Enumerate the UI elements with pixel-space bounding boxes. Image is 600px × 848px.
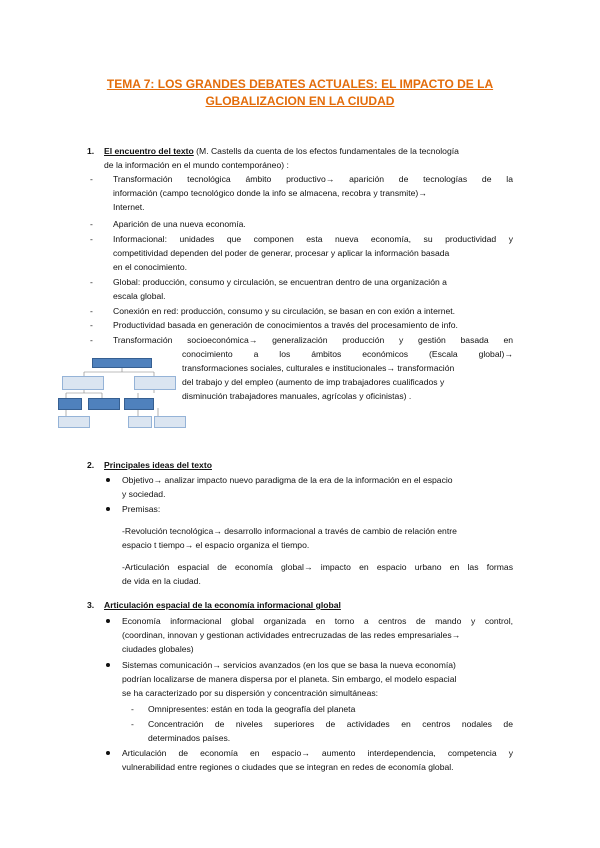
s1-bullet-7-line-5: disminución trabajadores manuales, agrícolas y oficinistas) . <box>182 391 412 401</box>
section-1-number: 1. <box>87 146 95 156</box>
s2-premise-2-line-2: de vida en la ciudad. <box>122 576 201 586</box>
s1-bullet-6: Productividad basada en generación de conocimientos a través del procesamiento de info. <box>113 320 458 330</box>
s1-bullet-1-line-2: información (campo tecnológico donde la info se almacena, recobra y transmite)→ <box>113 188 427 198</box>
section-2-number: 2. <box>87 460 95 470</box>
s1-bullet-7-line-1: Transformación socioeconómica→ generalización producción y gestión basada en <box>113 335 513 345</box>
s1-bullet-5: Conexión en red: producción, consumo y su circulación, se basan en con exión a internet. <box>113 306 456 316</box>
diagram-node <box>58 416 90 428</box>
s2-premise-1-line-2: espacio t tiempo→ el espacio organiza el tiempo. <box>122 540 310 550</box>
s3-sub-2-line-1: Concentración de niveles superiores de actividades en centros nodales de <box>148 719 513 729</box>
s1-bullet-1-line-3: Internet. <box>113 202 145 212</box>
section-1-intro <box>104 144 459 158</box>
section-3-number: 3. <box>87 600 95 610</box>
s1-bullet-3-line-3: en el conocimiento. <box>113 262 188 272</box>
dash-bullet: - <box>90 174 93 184</box>
concept-diagram <box>58 356 186 436</box>
s3-b-line-2: podrían localizarse de manera dispersa por el planeta. Sin embargo, el modelo espacial <box>122 674 457 684</box>
s2-objetivo-line-2: y sociedad. <box>122 489 166 499</box>
bullet-dot <box>106 751 110 755</box>
bullet-dot <box>106 478 110 482</box>
diagram-root-node <box>92 358 152 368</box>
section-1-intro-line2: de la información en el mundo contemporáneo) : <box>104 160 289 170</box>
dash-bullet: - <box>90 234 93 244</box>
s2-premise-2-line-1: -Articulación espacial de economía global→ impacto en espacio urbano en las formas <box>122 562 513 572</box>
diagram-node <box>62 376 104 390</box>
s3-a-line-3: ciudades globales) <box>122 644 194 654</box>
dash-bullet: - <box>131 719 134 729</box>
bullet-dot <box>106 507 110 511</box>
s1-bullet-7-line-3: transformaciones sociales, culturales e institucionales→ transformación <box>182 363 455 373</box>
s2-objetivo-line-1: Objetivo→ analizar impacto nuevo paradigma de la era de la información en el espacio <box>122 475 453 485</box>
s1-bullet-3-line-2: competitividad dependen del poder de generar, procesar y aplicar la información basada <box>113 248 450 258</box>
dash-bullet: - <box>90 277 93 287</box>
s3-c-line-2: vulnerabilidad entre regiones o ciudades que se integran en redes de economía global. <box>122 762 454 772</box>
diagram-node <box>134 376 176 390</box>
section-1-intro-text: (M. Castells da cuenta de los efectos fundamentales de la tecnología <box>193 146 459 156</box>
title-line-1: TEMA 7: LOS GRANDES DEBATES ACTUALES: EL IMPACTO DE LA <box>106 77 494 91</box>
s1-bullet-1-line-1: Transformación tecnológica ámbito productivo→ aparición de tecnologías de la <box>113 174 513 184</box>
section-3-heading: Articulación espacial de la economía informacional global <box>104 600 341 610</box>
s3-b-line-3: se ha caracterizado por su dispersión y concentración simultáneas: <box>122 688 379 698</box>
bullet-dot <box>106 619 110 623</box>
s1-bullet-4-line-1: Global: producción, consumo y circulación, se encuentran dentro de una organización a <box>113 277 447 287</box>
section-2-heading: Principales ideas del texto <box>104 460 212 470</box>
s1-bullet-4-line-2: escala global. <box>113 291 166 301</box>
s3-sub-1: Omnipresentes: están en toda la geografía del planeta <box>148 704 356 714</box>
s1-bullet-2: Aparición de una nueva economía. <box>113 219 246 229</box>
diagram-node <box>88 398 120 410</box>
bullet-dot <box>106 663 110 667</box>
diagram-node <box>58 398 82 410</box>
diagram-node <box>154 416 186 428</box>
diagram-node <box>128 416 152 428</box>
s1-bullet-7-line-2: conocimiento a los ámbitos económicos (Escala global)→ <box>182 349 513 359</box>
title-line-2: GLOBALIZACION EN LA CIUDAD <box>205 94 395 108</box>
document-title <box>60 76 540 110</box>
dash-bullet: - <box>90 335 93 345</box>
s3-a-line-2: (coordinan, innovan y gestionan actividades entrecruzadas de las redes empresariales→ <box>122 630 461 640</box>
dash-bullet: - <box>90 219 93 229</box>
s3-b-line-1: Sistemas comunicación→ servicios avanzados (en los que se basa la nueva economía) <box>122 660 456 670</box>
dash-bullet: - <box>90 320 93 330</box>
s2-premise-1-line-1: -Revolución tecnológica→ desarrollo informacional a través de cambio de relación entre <box>122 526 457 536</box>
s3-sub-2-line-2: determinados países. <box>148 733 231 743</box>
s1-bullet-7-line-4: del trabajo y del empleo (aumento de imp trabajadores cualificados y <box>182 377 445 387</box>
s3-c-line-1: Articulación de economía en espacio→ aumento interdependencia, competencia y <box>122 748 513 758</box>
s3-a-line-1: Economía informacional global organizada en torno a centros de mando y control, <box>122 616 513 626</box>
s1-bullet-3-line-1: Informacional: unidades que componen esta nueva economía, su productividad y <box>113 234 513 244</box>
section-1-heading: El encuentro del texto <box>104 146 194 156</box>
dash-bullet: - <box>131 704 134 714</box>
dash-bullet: - <box>90 306 93 316</box>
diagram-node <box>124 398 154 410</box>
s2-premisas-label: Premisas: <box>122 504 161 514</box>
